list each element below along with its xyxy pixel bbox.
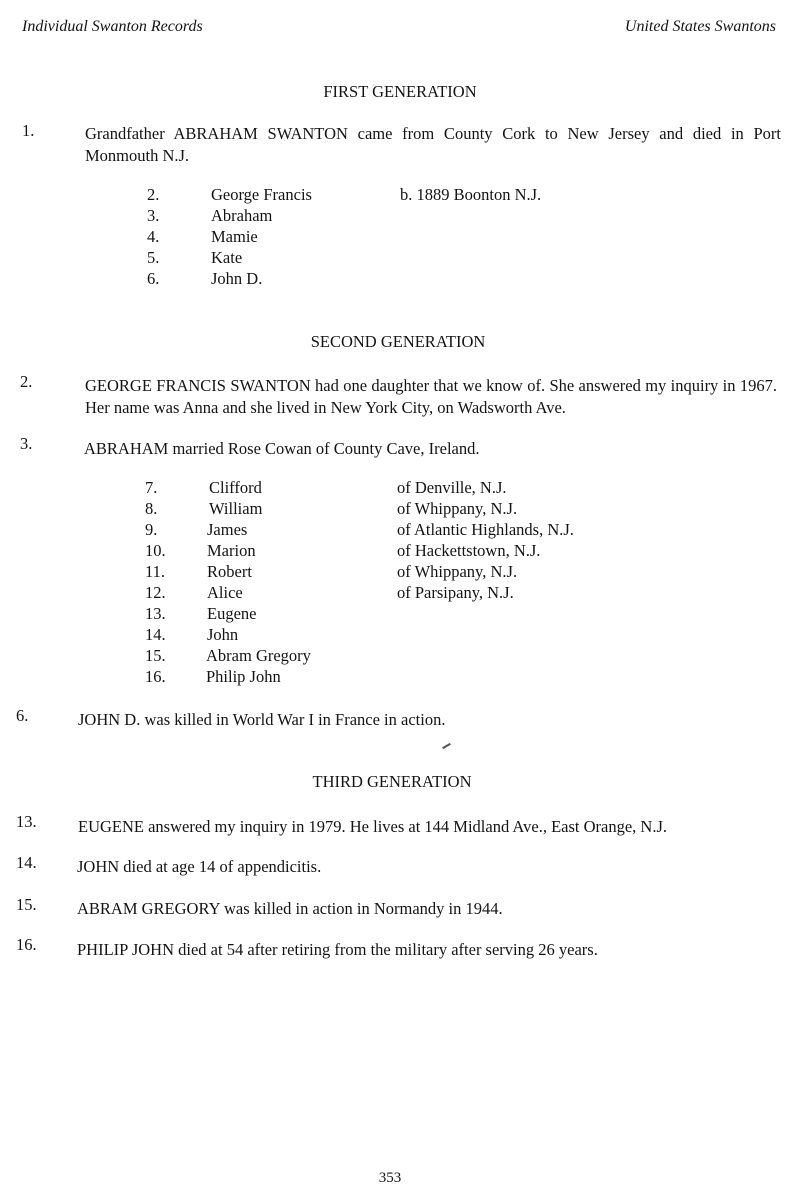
child-row — [0, 499, 800, 520]
entry-text: EUGENE answered my inquiry in 1979. He lives at 144 Midland Ave., East Orange, N.J. — [78, 817, 667, 836]
third-generation-heading: THIRD GENERATION — [312, 772, 472, 791]
child-name: Marion — [207, 541, 256, 560]
entry-text: Grandfather ABRAHAM SWANTON came from County Cork to New Jersey and died in Port Monmouth N.J. — [85, 124, 781, 165]
entry-text: JOHN died at age 14 of appendicitis. — [77, 857, 322, 876]
entry-text: PHILIP JOHN died at 54 after retiring from the military after serving 26 years. — [77, 940, 598, 959]
child-row — [0, 625, 800, 646]
child-number: 5. — [147, 248, 160, 267]
child-number: 16. — [145, 667, 166, 686]
child-note: of Parsipany, N.J. — [397, 583, 514, 602]
child-name: Abraham — [211, 206, 273, 225]
child-number: 10. — [145, 541, 166, 560]
entry-number: 3. — [20, 434, 33, 453]
child-name: Abram Gregory — [206, 646, 311, 665]
child-name: William — [209, 499, 263, 518]
child-name: James — [207, 520, 248, 539]
entry-number: 15. — [16, 895, 37, 914]
child-name: Mamie — [211, 227, 258, 246]
child-name: Alice — [207, 583, 243, 602]
second-generation-heading: SECOND GENERATION — [310, 332, 486, 351]
child-number: 3. — [147, 206, 160, 225]
entry-number: 2. — [20, 372, 33, 391]
child-row — [0, 227, 800, 248]
entry-number: 1. — [22, 121, 35, 140]
child-number: 2. — [147, 185, 160, 204]
scan-mark — [442, 743, 451, 749]
child-row — [0, 478, 800, 499]
entry-number: 16. — [16, 935, 37, 954]
entry-number: 13. — [16, 812, 37, 831]
child-name: Philip John — [206, 667, 281, 686]
entry-text: GEORGE FRANCIS SWANTON had one daughter that we know of. She answered my inquiry in 1967. Her name was Anna and she lived in New York City, on Wadsworth Ave. — [85, 376, 777, 417]
entry-text: ABRAM GREGORY was killed in action in Normandy in 1944. — [77, 899, 503, 918]
child-name: George Francis — [211, 185, 312, 204]
child-number: 12. — [145, 583, 166, 602]
child-note: b. 1889 Boonton N.J. — [400, 185, 542, 204]
child-number: 15. — [145, 646, 166, 665]
child-name: John — [207, 625, 239, 644]
page-number: 353 — [378, 1170, 402, 1186]
child-number: 13. — [145, 604, 166, 623]
entry-number: 14. — [16, 853, 37, 872]
child-row — [0, 646, 800, 667]
entry-text: JOHN D. was killed in World War I in France in action. — [78, 710, 446, 729]
child-note: of Whippany, N.J. — [397, 499, 518, 518]
child-name: Kate — [211, 248, 243, 267]
child-row — [0, 269, 800, 290]
header-left-title: Individual Swanton Records — [22, 18, 203, 35]
child-note: of Atlantic Highlands, N.J. — [397, 520, 574, 539]
child-name: Robert — [207, 562, 252, 581]
child-number: 9. — [145, 520, 158, 539]
child-row — [0, 667, 800, 688]
child-number: 7. — [145, 478, 158, 497]
child-row — [0, 562, 800, 583]
child-note: of Whippany, N.J. — [397, 562, 518, 581]
child-row — [0, 185, 800, 206]
child-number: 6. — [147, 269, 160, 288]
child-note: of Denville, N.J. — [397, 478, 507, 497]
child-number: 4. — [147, 227, 160, 246]
child-number: 14. — [145, 625, 166, 644]
child-row — [0, 248, 800, 269]
child-name: Eugene — [207, 604, 257, 623]
child-number: 8. — [145, 499, 158, 518]
child-name: John D. — [211, 269, 263, 288]
child-row — [0, 541, 800, 562]
child-row — [0, 206, 800, 227]
child-row — [0, 520, 800, 541]
child-name: Clifford — [209, 478, 262, 497]
entry-number: 6. — [16, 706, 29, 725]
header-right-title: United States Swantons — [624, 18, 776, 35]
child-row — [0, 604, 800, 625]
entry-text: ABRAHAM married Rose Cowan of County Cave, Ireland. — [84, 439, 480, 458]
child-row — [0, 583, 800, 604]
child-number: 11. — [145, 562, 166, 581]
first-generation-heading: FIRST GENERATION — [323, 82, 477, 101]
child-note: of Hackettstown, N.J. — [397, 541, 541, 560]
